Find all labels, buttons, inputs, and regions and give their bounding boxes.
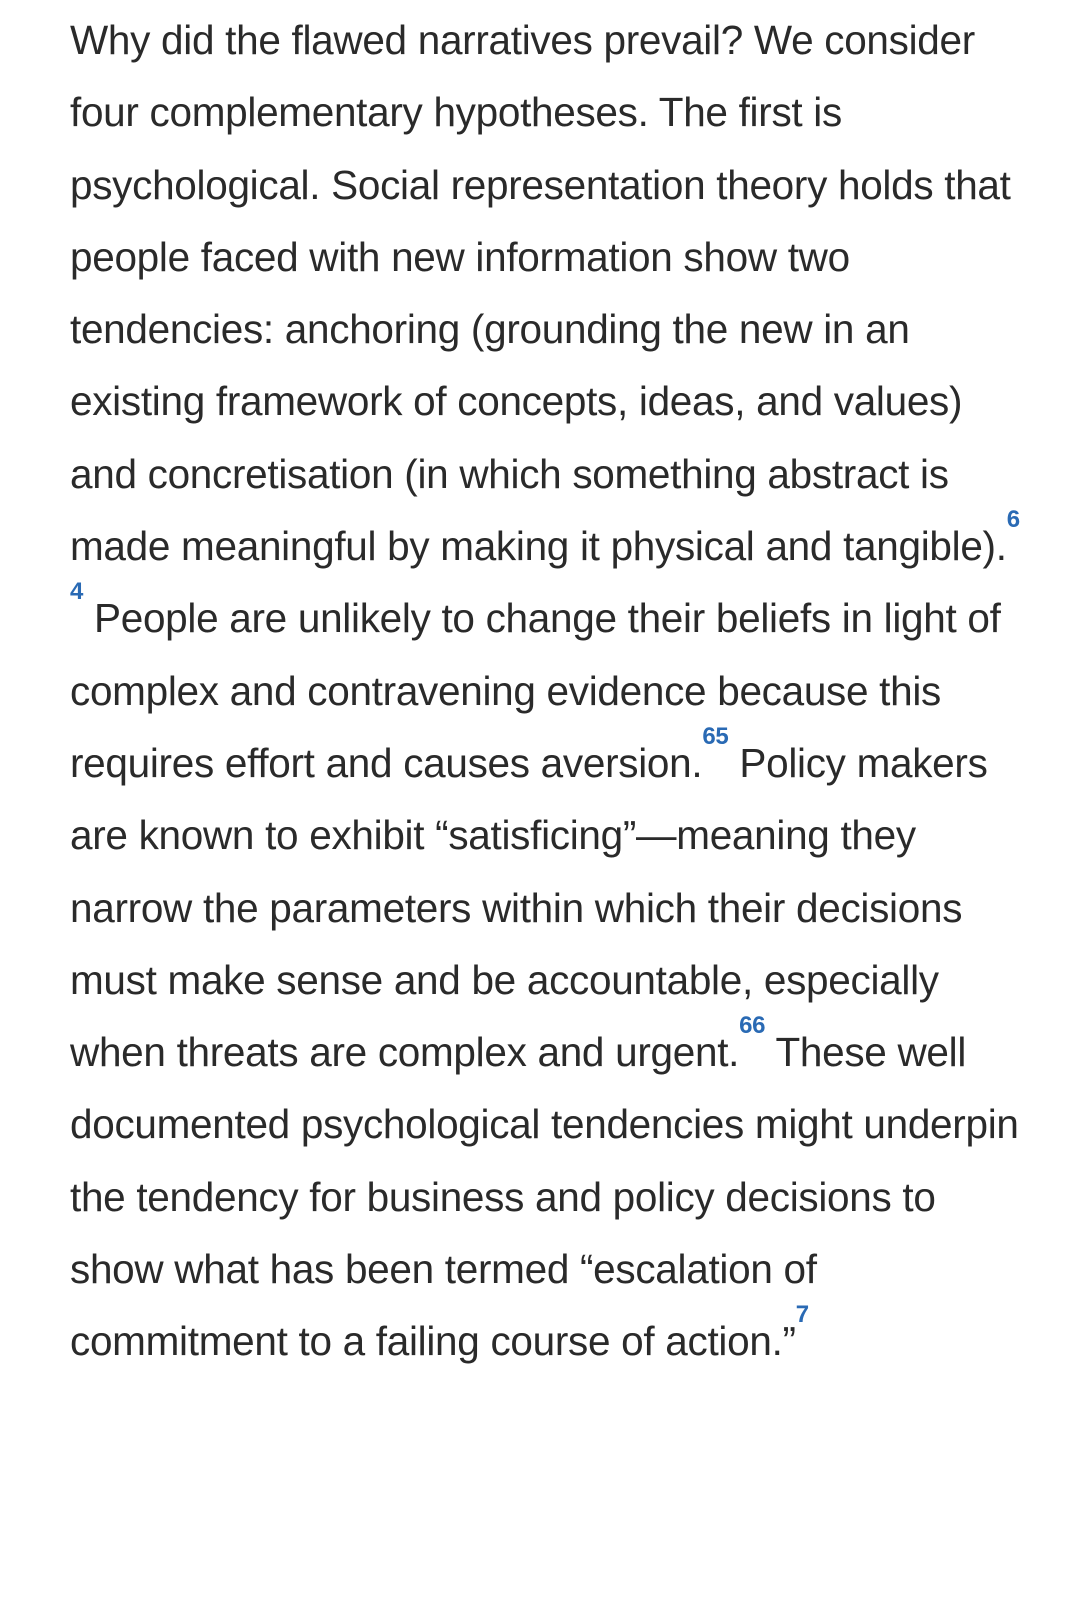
reference-link-7[interactable]: 7 (795, 1301, 809, 1329)
paragraph-text: Why did the flawed narratives prevail? We consider four complementary hypotheses. The first is psychological. Social representation theory holds that people faced with new information show two tendencies: anchoring (grounding the new in an existing framework of concepts, ideas, and values) and concretisation (in which something abstract is made meaningful by making it physical and tangible). (70, 17, 1011, 570)
reference-link-4[interactable]: 4 (70, 578, 84, 606)
paragraph-text: Policy makers are known to exhibit “satisficing”—meaning they narrow the parameters within which their decisions must make sense and be accountable, especially when threats are complex and urgent. (70, 739, 988, 1076)
article-body (70, 4, 1030, 1378)
reference-link-6[interactable]: 6 (1006, 506, 1020, 534)
paragraph (70, 4, 1030, 1378)
reference-link-66[interactable]: 66 (739, 1012, 766, 1040)
paragraph-text: People are unlikely to change their beliefs in light of complex and contravening evidence because this requires effort and causes aversion. (70, 595, 1001, 786)
paragraph-text: These well documented psychological tendencies might underpin the tendency for business and policy decisions to show what has been termed “escalation of commitment to a failing course of action.” (70, 1029, 1019, 1365)
reference-link-65[interactable]: 65 (702, 722, 729, 750)
